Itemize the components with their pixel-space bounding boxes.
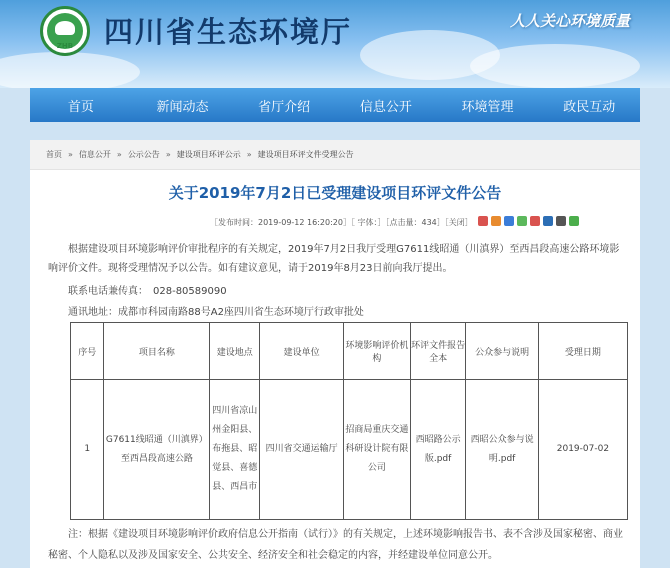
contact-address: 通讯地址：成都市科园南路88号A2座四川省生态环境厅行政审批处 bbox=[68, 307, 364, 318]
project-table bbox=[70, 322, 628, 520]
table-header: 环评文件报告全本 bbox=[410, 323, 466, 380]
nav-env-management[interactable]: 环境管理 bbox=[461, 99, 514, 115]
breadcrumb-separator: » bbox=[246, 150, 252, 159]
article-paragraph: 根据建设项目环境影响评价审批程序的有关规定，2019年7月2日我厅受理G7611线昭通（川滇界）至西昌段高速公路环境影响评价文件。现将受理情况予以公告。如有建议意见，请于2019年8月23日前向我厅提出。 bbox=[48, 244, 620, 274]
breadcrumb-separator: » bbox=[165, 150, 171, 159]
table-cell-eia-agency: 招商局重庆交通科研设计院有限公司 bbox=[343, 380, 410, 520]
article-meta-text: ［发布时间：2019-09-12 16:20:20］［ 字体：］［点击量：434］［关闭］ bbox=[210, 217, 473, 227]
nav-info-disclosure[interactable]: 信息公开 bbox=[359, 99, 412, 115]
table-cell-index: 1 bbox=[71, 380, 104, 520]
share-icons bbox=[475, 216, 579, 228]
breadcrumb-item[interactable]: 首页 bbox=[46, 150, 62, 159]
share-icon[interactable] bbox=[504, 216, 514, 226]
table-cell-project-name: G7611线昭通（川滇界）至西昌段高速公路 bbox=[104, 380, 210, 520]
share-icon[interactable] bbox=[530, 216, 540, 226]
breadcrumb-separator: » bbox=[116, 150, 122, 159]
table-cell-location: 四川省凉山州金阳县、布拖县、昭觉县、喜德县、西昌市 bbox=[210, 380, 260, 520]
share-icon[interactable] bbox=[569, 216, 579, 226]
nav-home[interactable]: 首页 bbox=[67, 99, 94, 115]
breadcrumb-item[interactable]: 信息公开 bbox=[78, 150, 111, 159]
logo-text: ZHB bbox=[56, 42, 74, 50]
site-header bbox=[0, 0, 670, 88]
site-logo[interactable] bbox=[40, 6, 90, 56]
site-title[interactable]: 四川省生态环境厅 bbox=[104, 15, 353, 49]
main-content bbox=[30, 140, 640, 568]
share-icon[interactable] bbox=[556, 216, 566, 226]
share-icon[interactable] bbox=[478, 216, 488, 226]
share-icon[interactable] bbox=[517, 216, 527, 226]
breadcrumb-separator: » bbox=[68, 150, 73, 159]
public-participation-link[interactable]: 西昭公众参与说明.pdf bbox=[466, 380, 538, 520]
table-row bbox=[71, 380, 628, 520]
cloud-decoration bbox=[0, 52, 140, 88]
table-header: 公众参与说明 bbox=[466, 323, 538, 380]
table-header-row bbox=[71, 323, 628, 380]
breadcrumb bbox=[30, 140, 640, 170]
table-header: 环境影响评价机构 bbox=[343, 323, 410, 380]
article-note: 注：根据《建设项目环境影响评价政府信息公开指南（试行）》的有关规定，上述环境影响报告书、表不含涉及国家秘密、商业秘密、个人隐私以及涉及国家安全、公共安全、经济安全和社会稳定的内容，并经建设单位同意公开。 bbox=[48, 529, 623, 561]
table-header: 项目名称 bbox=[104, 323, 210, 380]
nav-news[interactable]: 新闻动态 bbox=[156, 99, 209, 115]
breadcrumb-item[interactable]: 建设项目环评公示 bbox=[176, 150, 241, 159]
table-header: 建设单位 bbox=[260, 323, 344, 380]
table-header: 序号 bbox=[71, 323, 104, 380]
breadcrumb-item[interactable]: 公示公告 bbox=[127, 150, 160, 159]
report-download-link[interactable]: 西昭路公示版.pdf bbox=[410, 380, 466, 520]
breadcrumb-item[interactable]: 建设项目环评文件受理公告 bbox=[257, 150, 354, 159]
article-title: 关于2019年7月2日已受理建设项目环评文件公告 bbox=[168, 184, 502, 202]
share-icon[interactable] bbox=[543, 216, 553, 226]
nav-about[interactable]: 省厅介绍 bbox=[258, 99, 311, 115]
table-cell-date: 2019-07-02 bbox=[538, 380, 627, 520]
table-header: 建设地点 bbox=[210, 323, 260, 380]
article-meta bbox=[210, 214, 579, 230]
table-cell-builder: 四川省交通运输厅 bbox=[260, 380, 344, 520]
cloud-decoration bbox=[470, 44, 640, 88]
main-nav bbox=[30, 88, 640, 122]
share-icon[interactable] bbox=[491, 216, 501, 226]
site-slogan: 人人关心环境质量 bbox=[509, 12, 630, 30]
table-header: 受理日期 bbox=[538, 323, 627, 380]
nav-interaction[interactable]: 政民互动 bbox=[563, 99, 616, 115]
contact-phone: 联系电话兼传真： 028-80589090 bbox=[68, 286, 227, 297]
